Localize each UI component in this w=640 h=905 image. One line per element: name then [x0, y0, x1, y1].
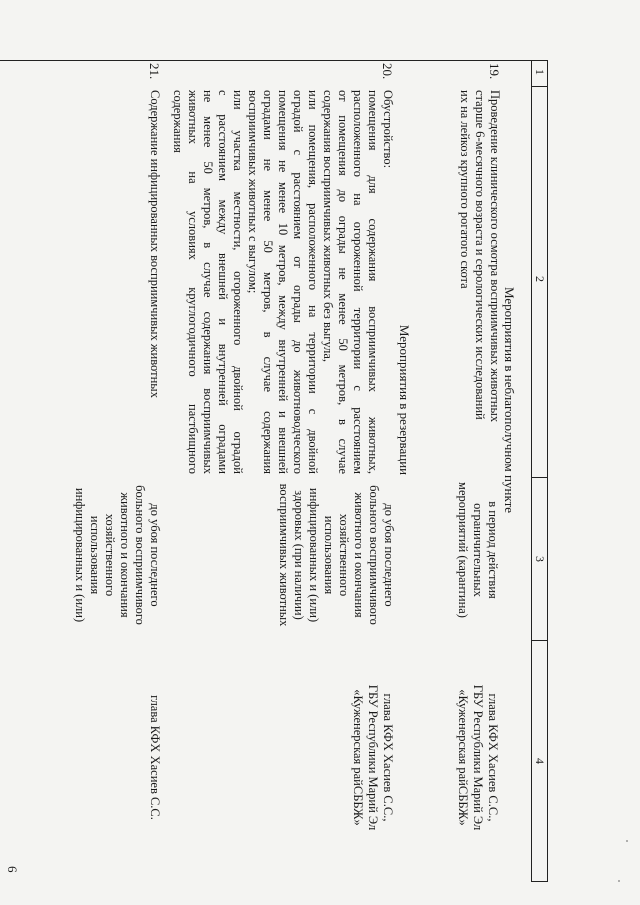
row-number: 19. [487, 63, 502, 80]
column-divider-2-3 [531, 477, 548, 478]
row-description: Обустройство: помещения для содержания восприимчивых животных, расположенного на огороженной территории с расстоянием от помещения до ограды не менее 50 метров, в случае содержания восприимчивых животных без выгула, или помещения, расположенного на территории с двойной оградой с расстоянием от ограды до животноводческого помещения не менее 10 метров, между внутренней и внешней оградами не менее 50 метров, в случае содержания восприимчивых животных с выгулом; или участка местности, огороженного двойной оградой с расстоянием между внешней и внутренней оградами не менее 50 метров, в случае содержания восприимчивых животных на условиях круглогодичного пастбищного содержания [171, 90, 395, 474]
row-responsible: глава КФХ Хасиев С.С., ГБУ Республики Марий Эл «Куженерская райСББЖ» [456, 684, 500, 831]
page-number: 6 [5, 866, 20, 873]
row-number: 20. [380, 63, 395, 80]
row-period: в период действия ограничительных мероприятий (карантина) [456, 482, 500, 618]
row-description: Проведение клинического осмотра восприимчивых животных старше 6-месячного возраста и серологических исследований их на лейкоз крупного рогатого скота [458, 90, 502, 423]
row-number: 21. [147, 63, 162, 80]
row-responsible: глава КФХ Хасиев С.С., ГБУ Республики Марий Эл «Куженерская райСББЖ» [351, 684, 395, 831]
column-number-4: 4 [533, 758, 547, 764]
section-heading: Мероприятия в резервации [397, 324, 412, 476]
scan-speck [626, 840, 628, 842]
table-left-border [0, 60, 548, 61]
column-number-2: 2 [533, 276, 547, 282]
scan-speck [618, 880, 620, 882]
column-divider-1-2 [531, 86, 548, 87]
column-number-1: 1 [533, 69, 547, 75]
section-heading: Мероприятия в неблагополучном пункте [502, 286, 517, 514]
row-period: до убоя последнего больного восприимчивого животного и окончания хозяйственного использования инфицированных и (или) здоровых (при наличии) восприимчивых животных [277, 483, 396, 627]
row-description: Содержание инфицированных восприимчивых животных [148, 90, 162, 398]
row-period: до убоя последнего больного восприимчивого животного и окончания хозяйственного использования инфицированных и (или) [73, 485, 162, 625]
row-responsible: глава КФХ Хасиев С.С. [148, 695, 162, 820]
column-number-3: 3 [533, 556, 547, 562]
table-right-border [531, 881, 548, 882]
table-top-border [547, 60, 548, 882]
column-divider-3-4 [531, 640, 548, 641]
